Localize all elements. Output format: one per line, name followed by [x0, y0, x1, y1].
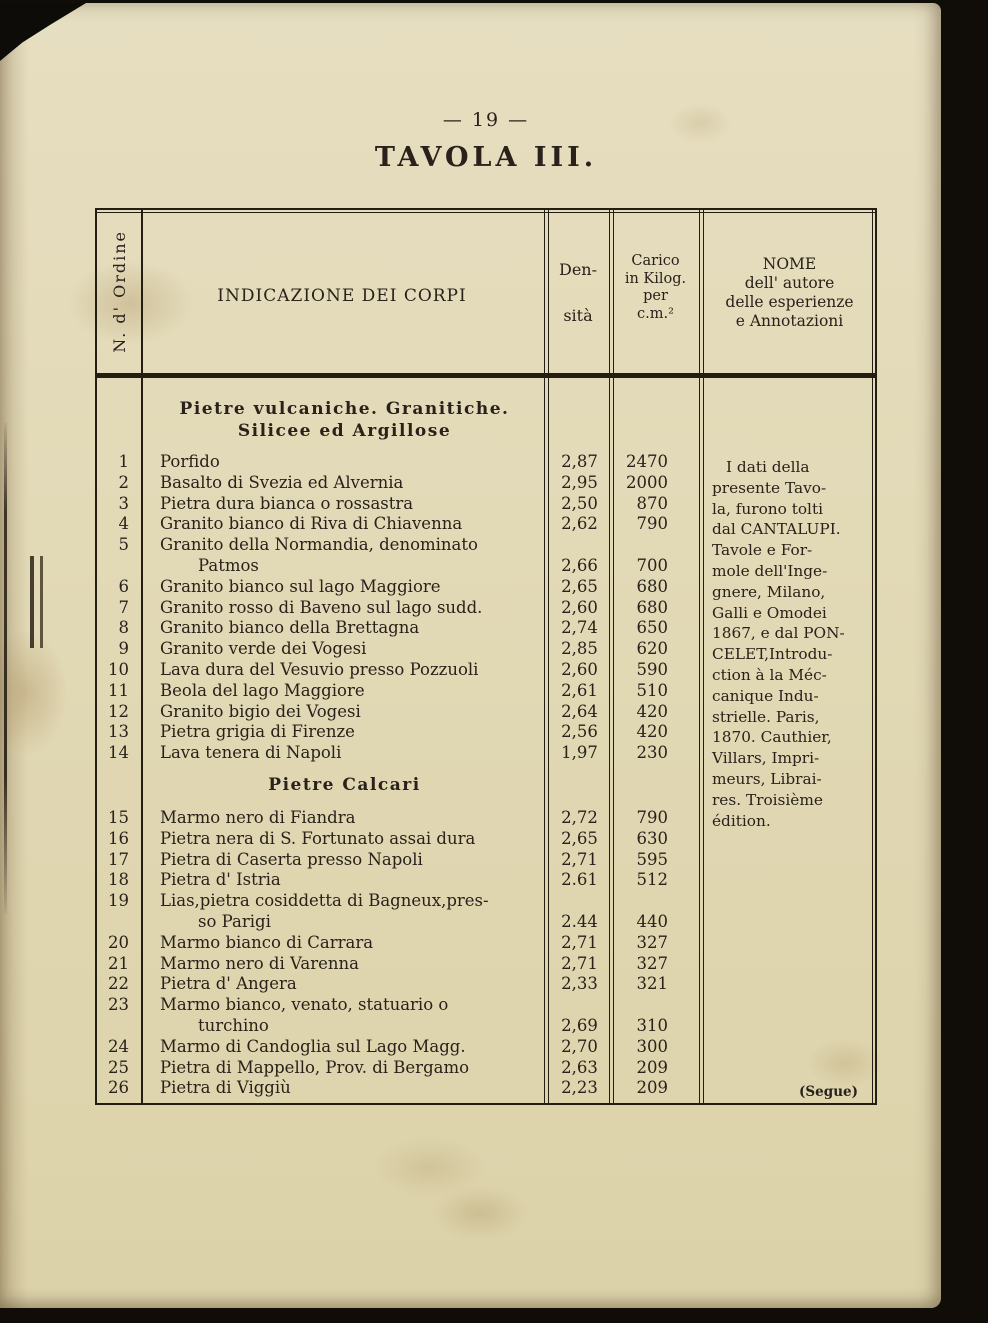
- row-name-line: Pietra d' Istria: [160, 870, 281, 890]
- row-number: 26: [108, 1078, 129, 1098]
- row-name: [142, 829, 547, 850]
- table-row: [97, 954, 702, 975]
- header-ordine-label: N. d' Ordine: [109, 230, 129, 353]
- row-number: 25: [108, 1057, 129, 1077]
- row-carico: 300: [636, 1036, 668, 1056]
- row-carico: 650: [636, 618, 668, 638]
- header-densita-line: sità: [563, 306, 593, 325]
- table-row: [97, 1037, 702, 1058]
- row-carico: 590: [636, 659, 668, 679]
- table-row: [97, 702, 702, 723]
- row-carico: 2470: [626, 452, 668, 471]
- row-name: [142, 702, 547, 723]
- row-name-line: Lias,pietra cosiddetta di Bagneux,pres-: [160, 891, 489, 911]
- row-density: 2,69: [561, 1015, 598, 1035]
- annotation-line: strielle. Paris,: [712, 707, 820, 726]
- row-density: 2,63: [561, 1057, 598, 1077]
- row-density: 2,95: [561, 472, 598, 492]
- header-col-densita: [547, 210, 609, 373]
- table-row: [97, 660, 702, 681]
- row-carico: 680: [636, 576, 668, 596]
- row-name: [142, 494, 547, 515]
- section-header-line: Pietre vulcaniche. Granitiche.: [179, 399, 510, 419]
- header-col-corpi: INDICAZIONE DEI CORPI: [217, 286, 467, 306]
- row-name: [142, 598, 547, 619]
- annotation-line: ction à la Méc-: [712, 665, 827, 684]
- table-header: [97, 210, 875, 378]
- page-title: TAVOLA III.: [374, 142, 598, 173]
- table-row: [97, 808, 702, 829]
- row-density: 2,66: [561, 555, 598, 575]
- row-density: 2,60: [561, 659, 598, 679]
- row-name-line: Pietra nera di S. Fortunato assai dura: [160, 828, 476, 848]
- table-row: [97, 829, 702, 850]
- row-name: [142, 639, 547, 660]
- header-nome-line: e Annotazioni: [735, 312, 844, 330]
- table-row: [97, 618, 702, 639]
- row-name-line: Beola del lago Maggiore: [160, 680, 365, 700]
- row-density: 2,50: [561, 493, 598, 513]
- row-name: [142, 452, 547, 473]
- annotation-line: Tavole e For-: [712, 541, 813, 560]
- row-carico: 512: [636, 870, 668, 890]
- row-number: 20: [108, 932, 129, 952]
- row-name: [142, 974, 547, 995]
- annotation-line: res. Troisième: [712, 790, 823, 809]
- row-name-line: Granito bianco della Brettagna: [160, 618, 420, 638]
- table-row: [97, 598, 702, 619]
- row-number: 10: [108, 659, 129, 679]
- row-number: 18: [108, 870, 129, 890]
- table-row: [97, 891, 702, 933]
- header-carico-line: Carico: [631, 253, 680, 269]
- row-name-line: Marmo nero di Varenna: [160, 953, 359, 973]
- table-row: [97, 577, 702, 598]
- annotation-line: presente Tavo-: [712, 478, 827, 497]
- row-name-line: Pietra di Viggiù: [160, 1078, 291, 1098]
- annotation-line: Villars, Impri-: [712, 749, 820, 768]
- row-name-line: Granito verde dei Vogesi: [160, 639, 367, 659]
- row-density: 2,71: [561, 849, 598, 869]
- table-row: [97, 639, 702, 660]
- row-name-line: Patmos: [198, 555, 259, 575]
- annotation-line: 1870. Cauthier,: [712, 728, 832, 747]
- table-row: [97, 870, 702, 891]
- row-density: 2,72: [561, 807, 598, 827]
- header-carico-line: per: [643, 288, 668, 304]
- row-name: [142, 870, 547, 891]
- row-number: 7: [118, 597, 129, 617]
- row-density: 2,65: [561, 576, 598, 596]
- row-name: [142, 954, 547, 975]
- staple-mark: [30, 556, 43, 648]
- table-body-rows: [97, 378, 702, 1099]
- section-header: [142, 774, 547, 796]
- row-number: 22: [108, 974, 129, 994]
- row-number: 21: [108, 953, 129, 973]
- row-name-line: Marmo di Candoglia sul Lago Magg.: [160, 1036, 466, 1056]
- row-number: 19: [108, 891, 129, 911]
- row-density: 2,85: [561, 639, 598, 659]
- row-number: 17: [108, 849, 129, 869]
- row-density: 2,61: [561, 680, 598, 700]
- row-density: 2,74: [561, 618, 598, 638]
- segue-label: (Segue): [799, 1084, 858, 1100]
- row-carico: 230: [636, 743, 668, 763]
- row-density: 2.61: [561, 870, 598, 890]
- annotation-line: canique Indu-: [712, 686, 819, 705]
- annotation-line: meurs, Librai-: [712, 769, 822, 788]
- row-name-line: Lava dura del Vesuvio presso Pozzuoli: [160, 659, 479, 679]
- row-name-line: so Parigi: [198, 911, 271, 931]
- page-number: — 19 —: [442, 109, 530, 131]
- row-name-line: Pietra d' Angera: [160, 974, 297, 994]
- row-name: [142, 1058, 547, 1079]
- section-header-line: Pietre Calcari: [268, 774, 421, 795]
- table-row: [97, 974, 702, 995]
- row-carico: 209: [636, 1078, 668, 1098]
- table-row: [97, 514, 702, 535]
- header-densita-line: Den-: [558, 260, 597, 279]
- header-carico-line: c.m.²: [637, 305, 674, 322]
- row-density: 2.44: [561, 911, 598, 931]
- row-number: 24: [108, 1036, 129, 1056]
- row-carico: 420: [636, 722, 668, 742]
- row-name: [142, 577, 547, 598]
- row-density: 2,71: [561, 932, 598, 952]
- annotation-line: I dati della: [726, 458, 810, 476]
- row-number: 12: [108, 701, 129, 721]
- row-density: 2,64: [561, 701, 598, 721]
- row-carico: 790: [636, 514, 668, 534]
- row-carico: 310: [636, 1015, 668, 1035]
- row-number: 11: [108, 680, 129, 700]
- row-carico: 209: [636, 1057, 668, 1077]
- row-number: 15: [108, 807, 129, 827]
- row-carico: 321: [636, 974, 668, 994]
- table-row: [97, 850, 702, 871]
- row-number: 6: [118, 576, 129, 596]
- row-name-line: Marmo bianco di Carrara: [160, 932, 374, 952]
- row-carico: 327: [636, 953, 668, 973]
- row-number: 13: [108, 722, 129, 742]
- header-carico-line: in Kilog.: [624, 270, 687, 287]
- table-row: [97, 452, 702, 473]
- row-density: 2,33: [561, 974, 598, 994]
- row-density: 2,60: [561, 597, 598, 617]
- table-row: [97, 1078, 702, 1099]
- annotation-line: CELET,Introdu-: [712, 645, 833, 664]
- row-name: [142, 891, 547, 933]
- row-density: 2,62: [561, 514, 598, 534]
- row-carico: 870: [636, 493, 668, 513]
- table-row: [97, 995, 702, 1037]
- row-name: [142, 660, 547, 681]
- table-row: [97, 473, 702, 494]
- row-density: 2,65: [561, 828, 598, 848]
- row-carico: 700: [636, 555, 668, 575]
- row-number: 23: [108, 995, 129, 1015]
- row-name-line: Porfido: [160, 452, 220, 471]
- row-name-line: Granito della Normandia, denominato: [160, 535, 478, 555]
- row-number: 16: [108, 828, 129, 848]
- header-nome-line: delle esperienze: [725, 293, 854, 311]
- section-header: [142, 398, 547, 442]
- row-name-line: Granito bianco di Riva di Chiavenna: [160, 514, 463, 534]
- row-number: 5: [118, 535, 129, 555]
- row-number: 9: [118, 639, 129, 659]
- row-name-line: Granito bianco sul lago Maggiore: [160, 576, 441, 596]
- row-density: 2,56: [561, 722, 598, 742]
- header-nome-line: NOME: [762, 255, 817, 273]
- row-name-line: turchino: [198, 1015, 269, 1035]
- row-carico: 327: [636, 932, 668, 952]
- annotation-line: mole dell'Inge-: [712, 561, 828, 580]
- table-row: [97, 681, 702, 702]
- row-number: 1: [118, 452, 129, 471]
- annotation-line: Galli e Omodei: [712, 603, 827, 622]
- row-name-line: Pietra dura bianca o rossastra: [160, 493, 414, 513]
- row-name-line: Pietra di Mappello, Prov. di Bergamo: [160, 1057, 470, 1077]
- row-name: [142, 933, 547, 954]
- torn-corner-decoration: [0, 3, 86, 61]
- row-carico: 620: [636, 639, 668, 659]
- row-carico: 2000: [626, 472, 668, 492]
- header-col-ordine: [97, 210, 141, 373]
- row-name-line: Basalto di Svezia ed Alvernia: [160, 472, 404, 492]
- row-density: 2,71: [561, 953, 598, 973]
- row-carico: 510: [636, 680, 668, 700]
- row-name: [142, 514, 547, 535]
- row-carico: 440: [636, 911, 668, 931]
- header-col-carico: [612, 253, 699, 323]
- annotation-line: la, furono tolti: [712, 499, 823, 518]
- book-page: [0, 3, 941, 1308]
- row-density: 2,70: [561, 1036, 598, 1056]
- row-name-line: Pietra di Caserta presso Napoli: [160, 849, 423, 869]
- row-name-line: Granito bigio dei Vogesi: [160, 701, 361, 721]
- row-number: 2: [118, 472, 129, 492]
- annotation-line: dal CANTALUPI.: [712, 520, 841, 539]
- row-name: [142, 681, 547, 702]
- row-carico: 595: [636, 849, 668, 869]
- row-name-line: Granito rosso di Baveno sul lago sudd.: [160, 597, 483, 617]
- row-name: [142, 473, 547, 494]
- row-name: [142, 743, 547, 764]
- row-name: [142, 535, 547, 577]
- header-col-nome: [704, 255, 875, 331]
- materials-table: [95, 208, 877, 1105]
- row-carico: 680: [636, 597, 668, 617]
- row-number: 4: [118, 514, 129, 534]
- row-carico: 790: [636, 807, 668, 827]
- row-density: 2,87: [561, 452, 598, 471]
- annotations: [704, 457, 872, 831]
- row-carico: 630: [636, 828, 668, 848]
- row-name-line: Marmo nero di Fiandra: [160, 807, 356, 827]
- row-name-line: Lava tenera di Napoli: [160, 743, 342, 763]
- row-name: [142, 808, 547, 829]
- row-number: 8: [118, 618, 129, 638]
- binding-crease: [4, 423, 7, 913]
- row-name: [142, 850, 547, 871]
- header-nome-line: dell' autore: [744, 274, 835, 292]
- table-row: [97, 494, 702, 515]
- row-name: [142, 618, 547, 639]
- table-row: [97, 535, 702, 577]
- row-number: 14: [108, 743, 129, 763]
- section-header-line: Silicee ed Argillose: [237, 421, 452, 441]
- row-name: [142, 995, 547, 1037]
- row-name-line: Marmo bianco, venato, statuario o: [160, 995, 449, 1015]
- table-row: [97, 1058, 702, 1079]
- row-density: 2,23: [561, 1078, 598, 1098]
- table-row: [97, 722, 702, 743]
- row-name-line: Pietra grigia di Firenze: [160, 722, 355, 742]
- annotation-line: édition.: [712, 811, 771, 830]
- row-name: [142, 1037, 547, 1058]
- row-number: 3: [118, 493, 129, 513]
- row-carico: 420: [636, 701, 668, 721]
- table-body: [97, 378, 875, 1103]
- row-density: 1,97: [561, 743, 598, 763]
- annotation-line: gnere, Milano,: [712, 582, 826, 601]
- table-row: [97, 743, 702, 764]
- annotation-line: 1867, e dal PON-: [712, 624, 845, 643]
- row-name: [142, 1078, 547, 1099]
- row-name: [142, 722, 547, 743]
- table-row: [97, 933, 702, 954]
